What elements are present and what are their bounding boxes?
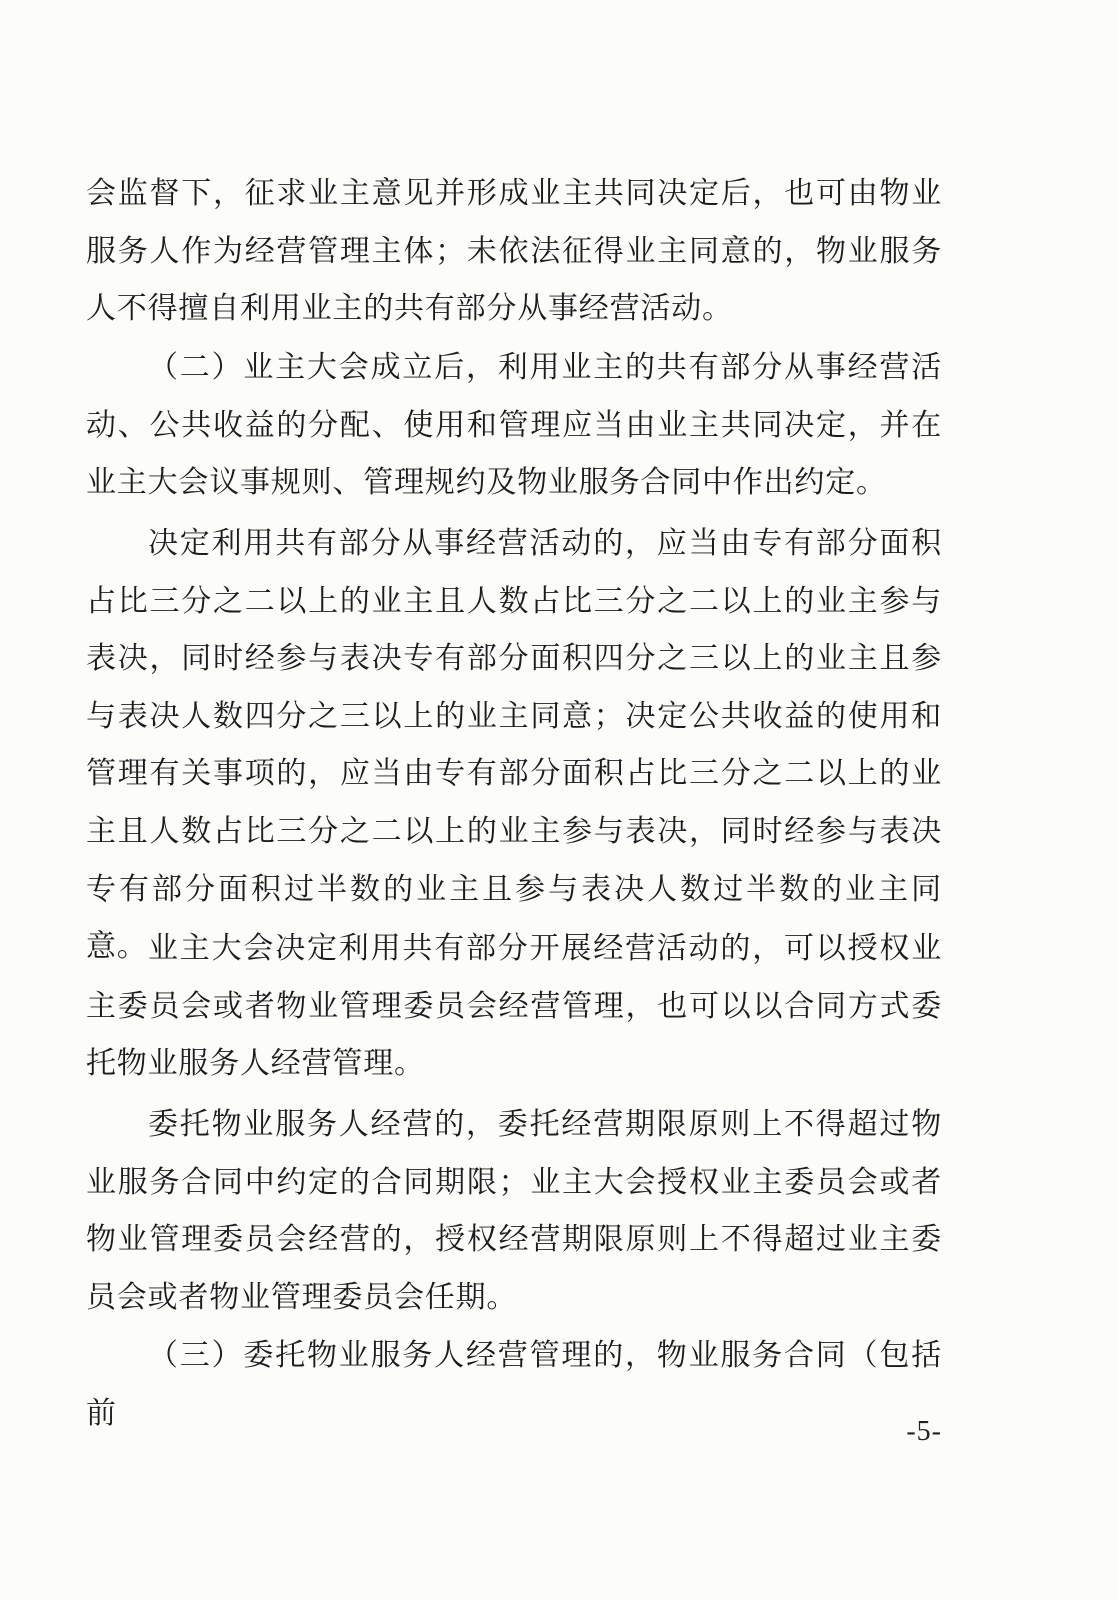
paragraph-section-3 (86, 1327, 942, 1442)
paragraph-section-2 (86, 339, 942, 512)
paragraph-2: （二）业主大会成立后，利用业主的共有部分从事经营活动、公共收益的分配、使用和管理应当由业主共同决定，并在业主大会议事规则、管理规约及物业服务合同中作出约定。 (86, 350, 942, 501)
paragraph-authorization (86, 920, 942, 1093)
page-number: -5- (906, 1416, 942, 1447)
paragraph-3: 决定利用共有部分从事经营活动的，应当由专有部分面积占比三分之二以上的业主且人数占比三分之二以上的业主参与表决，同时经参与表决专有部分面积四分之三以上的业主且参与表决人数四分之三以上的业主同意；决定公共收益的使用和管理有关事项的，应当由专有部分面积占比三分之二以上的业主且人数占比三分之二以上的业主参与表决，同时经参与表决专有部分面积过半数的业主且参与表决人数过半数的业主同意。 (86, 526, 942, 965)
paragraph-voting-rules (86, 515, 942, 976)
paragraph-6: （三）委托物业服务人经营管理的，物业服务合同（包括前 (86, 1338, 942, 1431)
paragraph-term-limits (86, 1096, 942, 1326)
paragraph-4: 业主大会决定利用共有部分开展经营活动的，可以授权业主委员会或者物业管理委员会经营管理，也可以以合同方式委托物业服务人经营管理。 (86, 931, 942, 1082)
paragraph-1: 会监督下，征求业主意见并形成业主共同决定后，也可由物业服务人作为经营管理主体；未依法征得业主同意的，物业服务人不得擅自利用业主的共有部分从事经营活动。 (86, 176, 942, 327)
paragraph-continuation (86, 165, 942, 338)
paragraph-5: 委托物业服务人经营的，委托经营期限原则上不得超过物业服务合同中约定的合同期限；业主大会授权业主委员会或者物业管理委员会经营的，授权经营期限原则上不得超过业主委员会或者物业管理委员会任期。 (86, 1107, 942, 1315)
